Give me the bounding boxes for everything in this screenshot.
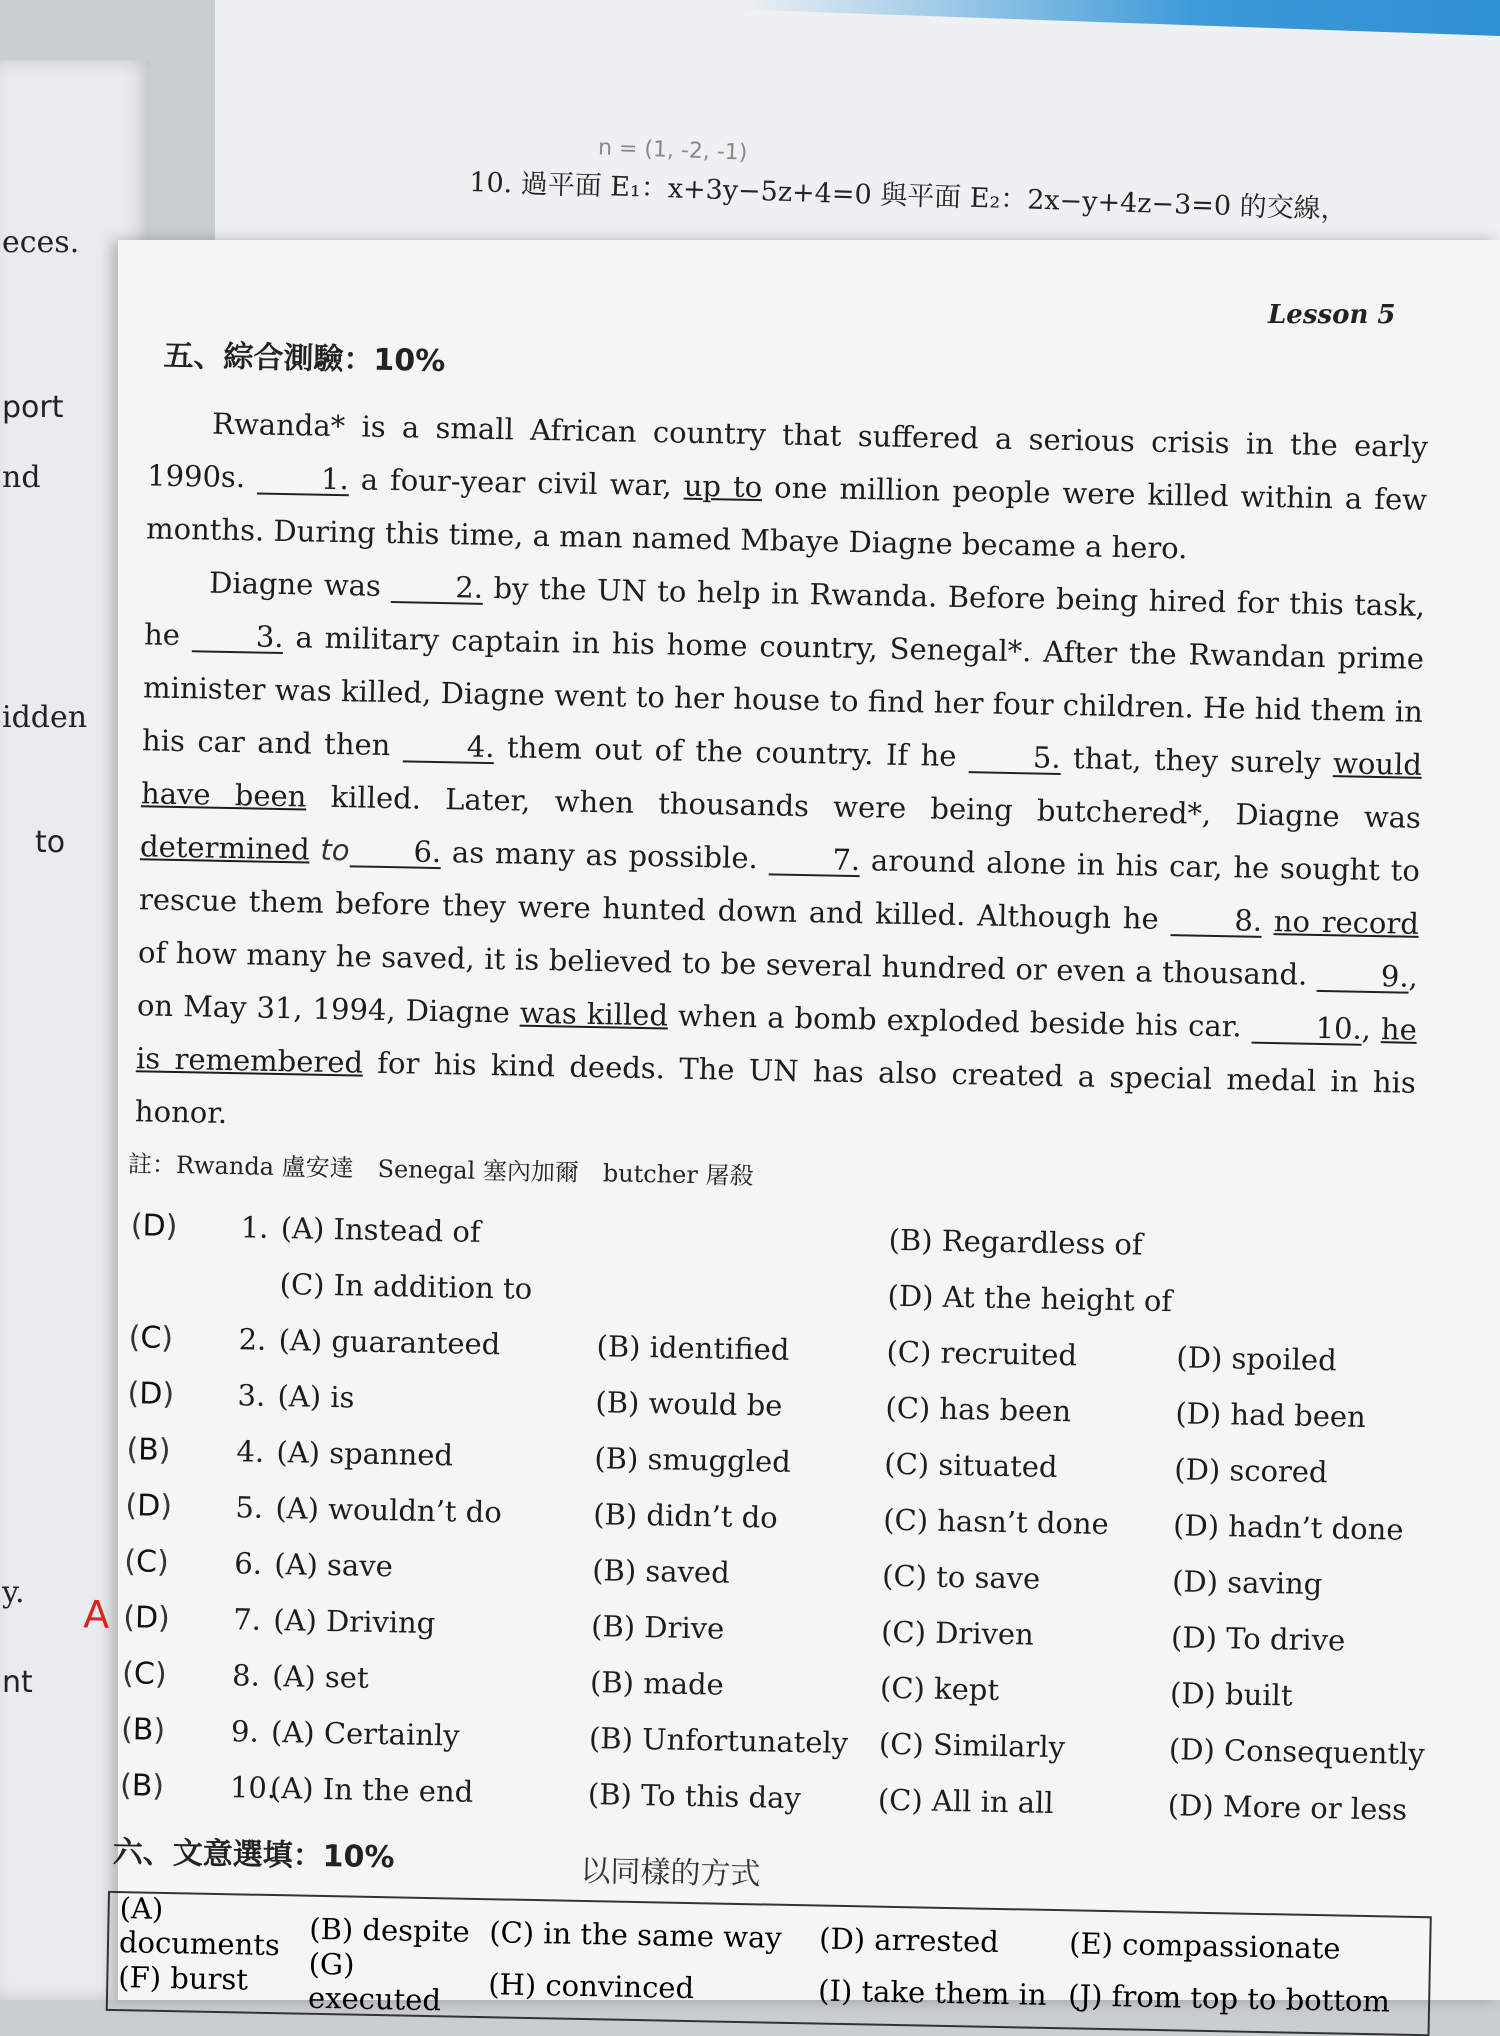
- blank-10: 10.: [1251, 1012, 1362, 1046]
- word-option: (B) despite: [309, 1911, 471, 1949]
- word-bank-box: [106, 1891, 1432, 2036]
- word-option: (I) take them in: [817, 1973, 1047, 2012]
- word-option: (C) in the same way: [488, 1915, 783, 1955]
- question-row: (D) 1. (A) Instead of (B) Regardless of: [130, 1207, 1144, 1262]
- question-row: (D) 3. (A) is (B) would be (C) has been (D) had been: [127, 1375, 1367, 1434]
- margin-fragment: idden: [2, 700, 88, 735]
- section6-title: 六、文意選填：10%: [112, 1834, 395, 1876]
- word-option: (J) from top to bottom: [1067, 1978, 1391, 2019]
- blank-1: 1.: [257, 462, 349, 496]
- paragraph-2: Diagne was 2. by the UN to help in Rwanda. Before being hired for this task, he 3. a military captain in his home country, Senegal*. After the Rwandan prime minister was killed, Diagne went to her house to find her four children. He hid them in his car and then 4. them out of the country. If he 5. that, they surely would have been killed. Later, when thousands were being butchered*, Diagne was determined to 6. as many as possible. 7. around alone in his car, he sought to rescue them before they were hunted down and killed. Although he 8. no record of how many he saved, it is believed to be several hundred or even a thousand. 9., on May 31, 1994, Diagne was killed when a bomb exploded beside his car. 10., he is remembered for his kind deeds. The UN has also created a special medal in his honor.: [134, 565, 1426, 1131]
- question-row-continued: (C) In addition to (D) At the height of: [279, 1267, 1173, 1319]
- margin-fragment: port: [2, 390, 64, 425]
- margin-fragment: y.: [2, 1575, 25, 1610]
- word-option: (E) compassionate: [1068, 1926, 1341, 1966]
- question-row: (C) 8. (A) set (B) made (C) kept (D) built: [121, 1655, 1293, 1713]
- blank-6: 6.: [349, 835, 441, 869]
- handwritten-to: to: [320, 832, 350, 868]
- cloze-passage: [134, 396, 1428, 1162]
- blank-5: 5.: [969, 741, 1061, 775]
- question-row: (B) 10. (A) In the end (B) To this day (C) All in all (D) More or less: [119, 1767, 1408, 1827]
- red-correction-mark: A: [82, 1592, 110, 1637]
- question-row: (B) 4. (A) spanned (B) smuggled (C) situated (D) scored: [126, 1431, 1328, 1490]
- section5-title: 五、綜合測驗：10%: [163, 338, 446, 380]
- blank-8: 8.: [1170, 904, 1262, 938]
- word-option: (A) documents: [118, 1891, 281, 1963]
- question-row: (C) 2. (A) guaranteed (B) identified (C) recruited (D) spoiled: [128, 1319, 1338, 1378]
- margin-fragment: nt: [2, 1665, 33, 1700]
- blank-3: 3.: [192, 620, 284, 654]
- paragraph-1: Rwanda* is a small African country that suffered a serious crisis in the early 1990s. 1. a four-year civil war, up to one million people were killed within a few months. During this time, a man named Mbaye Diagne became a hero.: [145, 406, 1429, 566]
- handwritten-chinese-note: 以同樣的方式: [580, 1853, 761, 1893]
- blank-7: 7.: [768, 843, 860, 877]
- blank-9: 9.: [1317, 960, 1409, 994]
- word-option: (D) arrested: [818, 1921, 1000, 1959]
- lesson-header: Lesson 5: [1268, 300, 1396, 330]
- question-row: A (D) 7. (A) Driving (B) Drive (C) Driven (D) To drive: [82, 1592, 1346, 1658]
- vocab-note: 註：Rwanda 盧安達 Senegal 塞內加爾 butcher 屠殺: [127, 1150, 754, 1191]
- margin-fragment: to: [35, 825, 66, 860]
- handwritten-vector-note: n = (1, -2, -1): [597, 135, 748, 166]
- margin-fragment: eces.: [2, 225, 80, 260]
- question-row: (D) 5. (A) wouldn’t do (B) didn’t do (C) hasn’t done (D) hadn’t done: [125, 1487, 1404, 1547]
- question-row: (C) 6. (A) save (B) saved (C) to save (D) saving: [124, 1543, 1323, 1602]
- word-option: (H) convinced: [487, 1967, 695, 2006]
- math-question-10: 10. 過平面 E₁：x+3y−5z+4=0 與平面 E₂：2x−y+4z−3=0 的交線，: [468, 166, 1349, 226]
- answer-slot: (D): [130, 1207, 178, 1244]
- margin-fragment: nd: [2, 460, 41, 495]
- word-option: (G) executed: [307, 1946, 442, 2018]
- blank-4: 4.: [403, 730, 495, 764]
- blank-2: 2.: [391, 571, 483, 605]
- page-content: [82, 330, 1460, 2036]
- question-list: [82, 1197, 1444, 1838]
- word-option: (F) burst: [118, 1960, 249, 1997]
- blue-page-edge: [740, 0, 1500, 36]
- question-row: (B) 9. (A) Certainly (B) Unfortunately (C) Similarly (D) Consequently: [120, 1711, 1426, 1772]
